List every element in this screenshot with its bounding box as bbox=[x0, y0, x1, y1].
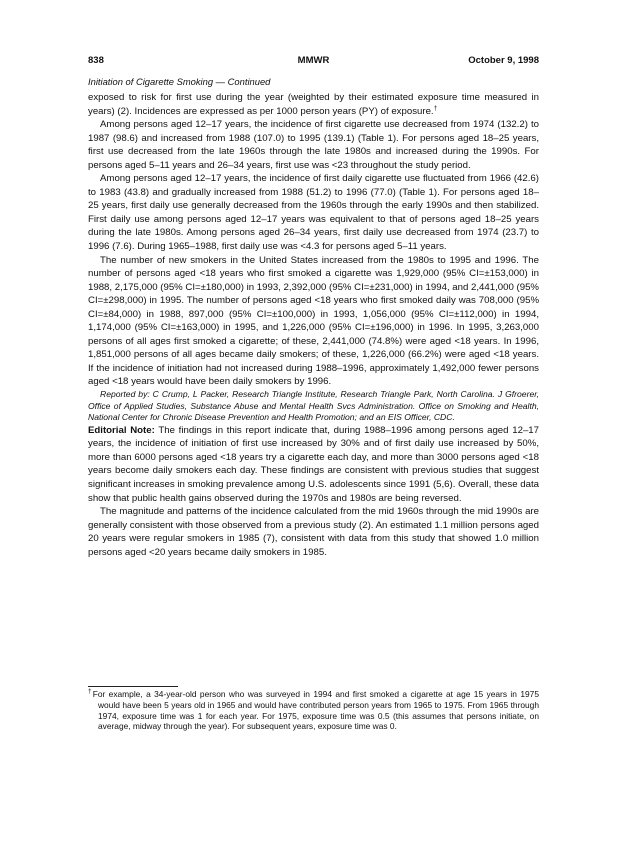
footnote-mark: † bbox=[88, 688, 93, 696]
running-title: Initiation of Cigarette Smoking — Continued bbox=[88, 76, 271, 87]
page-header bbox=[88, 55, 539, 69]
article-body bbox=[88, 91, 539, 559]
paragraph-editorial bbox=[88, 424, 539, 505]
footnote-marker: † bbox=[433, 104, 438, 112]
paragraph-new-smokers: The number of new smokers in the United States increased from the 1980s to 1995 and 1996. The number of persons aged <18 years who first smoked a cigarette was 1,929,000 (95% CI=±153,000) in 1988, 2,175,000 (95% CI=±180,000) in 1993, 2,392,000 (95% CI=±231,000) in 1994, and 2,441,000 (95% CI=±298,000) in 1995. The number of persons aged <18 years who first smoked daily was 708,000 (95% CI=±84,000) in 1988, 897,000 (95% CI=±100,000) in 1993, 1,056,000 (95% CI=±112,000) in 1994, 1,174,000 (95% CI=±163,000) in 1995, and 1,226,000 (95% CI=±196,000) in 1996. In 1995, 3,263,000 persons of all ages first smoked a cigarette; of these, 2,441,000 (74.8%) were aged <18 years. In 1996, 1,851,000 persons of all ages became daily smokers; of these, 1,226,000 (66.2%) were aged <18 years. If the incidence of initiation had not increased during 1988–1996, approximately 1,492,000 fewer persons aged <18 years would have been daily smokers by 1996. bbox=[88, 254, 539, 388]
paragraph-intro-text: exposed to risk for first use during the year (weighted by their estimated exposure time measured in years) (2). Incidences are expressed as per 1000 person years (PY) of exposure. bbox=[88, 92, 539, 117]
paragraph-first-use: Among persons aged 12–17 years, the incidence of first cigarette use decreased from 1974 (132.2) to 1987 (98.6) and increased from 1988 (107.0) to 1995 (139.1) (Table 1). For persons aged 18–25 years, first use decreased from the late 1960s through the late 1980s and increased during the 1990s. For persons aged 5–11 years and 26–34 years, first use was <23 throughout the study period. bbox=[88, 119, 539, 171]
editorial-text: The findings in this report indicate that, during 1988–1996 among persons aged 12–17 years, the incidence of initiation of first use increased by 30% and of first daily use increased by 50%, more than 6000 persons aged <18 years try a cigarette each day, and more than 3000 persons aged <18 years become daily smokers each day. These findings are consistent with previous studies that suggest significant increases in smoking prevalence among U.S. adolescents since 1991 (5,6). Overall, these data show that public health gains observed during the 1970s and 1980s are being reversed. bbox=[88, 424, 539, 504]
journal-name: MMWR bbox=[297, 55, 330, 66]
page-number: 838 bbox=[88, 55, 104, 66]
editorial-label: Editorial Note: bbox=[88, 424, 155, 436]
footnote-text: For example, a 34-year-old person who was surveyed in 1994 and first smoked a cigarette at age 15 years in 1975 would have been 5 years old in 1965 and would have contributed person years from 1965 to 1975. From 1965 through 1974, exposure time was 1 for each year. For 1975, exposure time was 0.5 (this assumes that persons initiate, on average, midway through the year). For subsequent years, exposure time was 0. bbox=[92, 689, 539, 732]
issue-date: October 9, 1998 bbox=[468, 55, 539, 66]
paragraph-first-daily-use: Among persons aged 12–17 years, the incidence of first daily cigarette use fluctuated from 1966 (42.6) to 1983 (43.8) and gradually increased from 1988 (51.2) to 1996 (77.0) (Table 1). For persons aged 18–25 years, first daily use generally decreased from the 1960s through the early 1990s and then stabilized. First daily use among persons aged 12–17 years was equivalent to that of persons aged 18–25 years during the late 1980s. Among persons aged 26–34 years, first daily use decreased from 1974 (23.7) to 1996 (7.6). During 1965–1988, first daily use was <4.3 for persons aged 5–11 years. bbox=[88, 173, 539, 253]
footnote-divider bbox=[88, 686, 178, 687]
footnote-body bbox=[88, 689, 539, 732]
byline: Reported by: C Crump, L Packer, Research Triangle Institute, Research Triangle Park, North Carolina. J Gfroerer, Office of Applied Studies, Substance Abuse and Mental Health Svcs Administration. Office on Smoking and Health, National Center for Chronic Disease Prevention and Health Promotion; and an EIS Officer, CDC. bbox=[88, 389, 539, 423]
paragraph-intro bbox=[88, 91, 539, 118]
paragraph-magnitude: The magnitude and patterns of the incidence calculated from the mid 1960s through the mid 1990s are generally consistent with those observed from a previous study (2). An estimated 1.1 million persons aged 20 years were regular smokers in 1985 (7), consistent with data from this study that showed 1.0 million persons aged <20 years became daily smokers in 1985. bbox=[88, 506, 539, 558]
footnote bbox=[88, 689, 539, 732]
